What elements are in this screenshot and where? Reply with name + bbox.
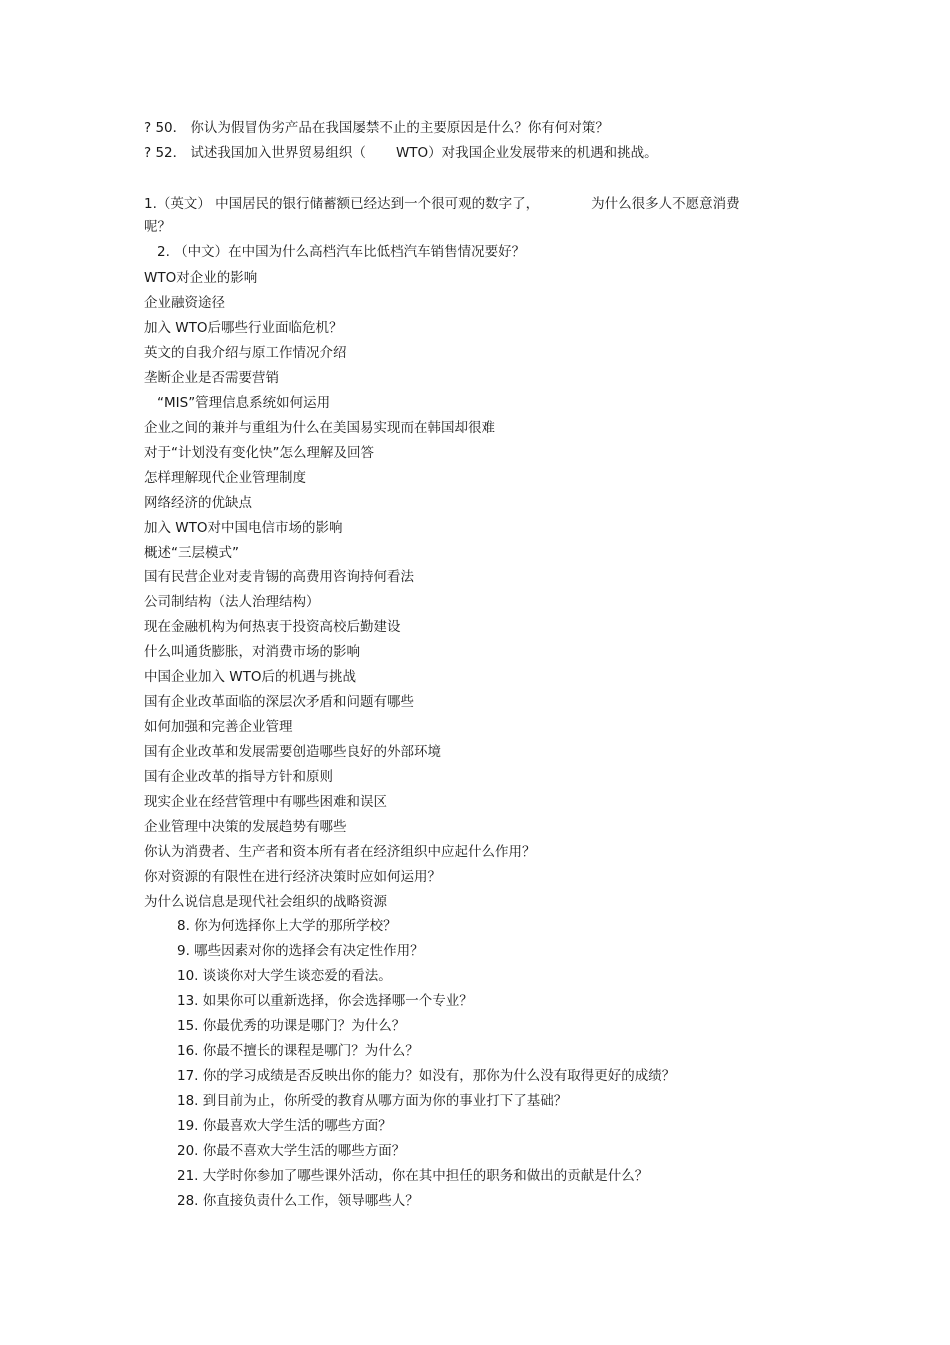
topic-item: 国有企业改革面临的深层次矛盾和问题有哪些 (144, 694, 414, 711)
question-50-text: ? 50． 你认为假冒伪劣产品在我国屡禁不止的主要原因是什么？你有何对策？ (144, 120, 609, 136)
topic-item: 怎样理解现代企业管理制度 (144, 469, 306, 486)
question-2-text: 2. （中文）在中国为什么高档汽车比低档汽车销售情况要好？ (157, 244, 526, 260)
topic-item: WTO对企业的影响 (144, 270, 258, 286)
numbered-question-item: 17. 你的学习成绩是否反映出你的能力？如没有，那你为什么没有取得更好的成绩？ (177, 1067, 676, 1084)
topic-item: 企业融资途径 (144, 294, 225, 311)
topic-item: 加入 WTO后哪些行业面临危机？ (144, 319, 343, 336)
question-50 (144, 118, 609, 138)
question-52-text: ? 52． 试述我国加入世界贸易组织（ (144, 145, 366, 161)
topic-item: 概述“三层模式” (144, 544, 239, 561)
question-1-text-a: 1.（英文） 中国居民的银行储蓄额已经达到一个很可观的数字了， (144, 196, 540, 212)
numbered-question-item: 16. 你最不擅长的课程是哪门？为什么？ (177, 1042, 419, 1059)
topic-item: 你对资源的有限性在进行经济决策时应如何运用？ (144, 868, 441, 885)
topic-item: 企业之间的兼并与重组为什么在美国易实现而在韩国却很难 (144, 419, 495, 436)
topic-item: 对于“计划没有变化快”怎么理解及回答 (144, 444, 374, 461)
numbered-question-item: 9. 哪些因素对你的选择会有决定性作用？ (177, 943, 424, 959)
topic-item: 现实企业在经营管理中有哪些困难和误区 (144, 793, 387, 810)
topic-item: 网络经济的优缺点 (144, 494, 252, 511)
topic-item: 垄断企业是否需要营销 (144, 369, 279, 386)
topic-item: 什么叫通货膨胀，对消费市场的影响 (144, 644, 360, 661)
numbered-question-item: 8. 你为何选择你上大学的那所学校？ (177, 918, 397, 934)
topic-item: 你认为消费者、生产者和资本所有者在经济组织中应起什么作用？ (144, 843, 536, 860)
topic-item: 国有企业改革的指导方针和原则 (144, 769, 333, 785)
numbered-question-item: 15. 你最优秀的功课是哪门？为什么？ (177, 1017, 406, 1034)
topic-item: 公司制结构（法人治理结构） (144, 594, 320, 611)
numbered-question-item: 18. 到目前为止，你所受的教育从哪方面为你的事业打下了基础？ (177, 1092, 568, 1109)
numbered-question-item: 10. 谈谈你对大学生谈恋爱的看法。 (177, 967, 392, 984)
question-1-text-b: 为什么很多人不愿意消费 (591, 196, 740, 212)
question-1-text-wrap: 呢？ (144, 219, 171, 235)
topic-item: 中国企业加入 WTO后的机遇与挑战 (144, 669, 357, 686)
numbered-question-item: 28. 你直接负责什么工作，领导哪些人？ (177, 1192, 419, 1209)
question-1-wrap (144, 217, 171, 237)
topic-item: 企业管理中决策的发展趋势有哪些 (144, 818, 347, 835)
question-1 (144, 194, 740, 214)
numbered-question-item: 19. 你最喜欢大学生活的哪些方面？ (177, 1117, 392, 1134)
topic-item: 英文的自我介绍与原工作情况介绍 (144, 344, 347, 361)
topic-item: “MIS”管理信息系统如何运用 (157, 394, 331, 411)
topic-item: 加入 WTO对中国电信市场的影响 (144, 519, 343, 536)
topic-item: 为什么说信息是现代社会组织的战略资源 (144, 893, 387, 910)
topic-item: 如何加强和完善企业管理 (144, 719, 293, 736)
topic-item: 现在金融机构为何热衷于投资高校后勤建设 (144, 619, 401, 636)
topic-item: 国有民营企业对麦肯锡的高费用咨询持何看法 (144, 569, 414, 586)
numbered-question-item: 20. 你最不喜欢大学生活的哪些方面？ (177, 1142, 406, 1159)
question-52 (144, 143, 658, 163)
question-2 (157, 242, 525, 262)
topic-item: 国有企业改革和发展需要创造哪些良好的外部环境 (144, 744, 441, 760)
question-52-text-rest: WTO）对我国企业发展带来的机遇和挑战。 (395, 145, 658, 161)
numbered-question-item: 13. 如果你可以重新选择，你会选择哪一个专业？ (177, 992, 473, 1009)
numbered-question-item: 21. 大学时你参加了哪些课外活动，你在其中担任的职务和做出的贡献是什么？ (177, 1167, 649, 1184)
